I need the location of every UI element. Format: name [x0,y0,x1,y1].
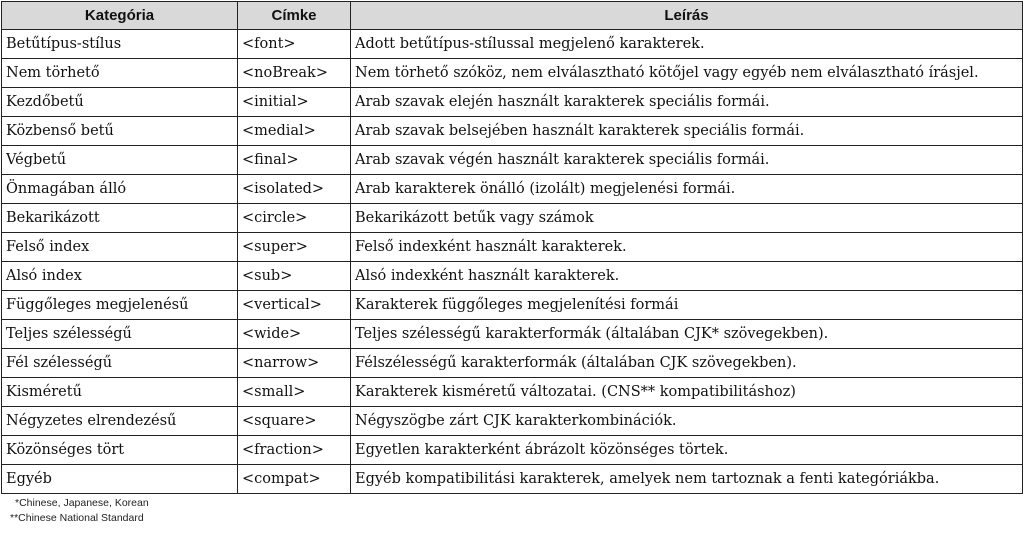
tag-cell: <narrow> [238,349,351,378]
decomposition-tag-table [1,1,1023,494]
table-row [2,349,1023,378]
tag-cell: <fraction> [238,436,351,465]
table-row [2,436,1023,465]
category-cell: Végbetű [2,146,238,175]
tag-cell: <font> [238,30,351,59]
description-cell: Arab szavak elején használt karakterek speciális formái. [351,88,1023,117]
description-cell: Négyszögbe zárt CJK karakterkombinációk. [351,407,1023,436]
category-cell: Felső index [2,233,238,262]
column-header-description: Leírás [351,2,1023,30]
tag-cell: <square> [238,407,351,436]
table-row [2,59,1023,88]
footnote-cns: **Chinese National Standard [10,512,144,524]
description-cell: Adott betűtípus-stílussal megjelenő karakterek. [351,30,1023,59]
category-cell: Nem törhető [2,59,238,88]
description-cell: Arab karakterek önálló (izolált) megjelenési formái. [351,175,1023,204]
tag-cell: <noBreak> [238,59,351,88]
description-cell: Arab szavak belsejében használt karakterek speciális formái. [351,117,1023,146]
column-header-category: Kategória [2,2,238,30]
description-cell: Alsó indexként használt karakterek. [351,262,1023,291]
table-row [2,117,1023,146]
tag-cell: <sub> [238,262,351,291]
table-row [2,262,1023,291]
category-cell: Közönséges tört [2,436,238,465]
description-cell: Teljes szélességű karakterformák (általában CJK* szövegekben). [351,320,1023,349]
tag-cell: <small> [238,378,351,407]
category-cell: Közbenső betű [2,117,238,146]
tag-cell: <final> [238,146,351,175]
footnotes [10,496,149,526]
footnote-cjk: *Chinese, Japanese, Korean [15,497,149,509]
tag-cell: <medial> [238,117,351,146]
description-cell: Karakterek függőleges megjelenítési formái [351,291,1023,320]
table-row [2,146,1023,175]
description-cell: Nem törhető szóköz, nem elválasztható kötőjel vagy egyéb nem elválasztható írásjel. [351,59,1023,88]
tag-cell: <vertical> [238,291,351,320]
header-row [2,2,1023,30]
tag-cell: <compat> [238,465,351,494]
category-cell: Kisméretű [2,378,238,407]
table-row [2,407,1023,436]
table-row [2,88,1023,117]
description-cell: Egyéb kompatibilitási karakterek, amelyek nem tartoznak a fenti kategóriákba. [351,465,1023,494]
description-cell: Felső indexként használt karakterek. [351,233,1023,262]
category-cell: Négyzetes elrendezésű [2,407,238,436]
category-cell: Teljes szélességű [2,320,238,349]
table-row [2,204,1023,233]
category-cell: Alsó index [2,262,238,291]
category-cell: Kezdőbetű [2,88,238,117]
category-cell: Betűtípus-stílus [2,30,238,59]
table-row [2,175,1023,204]
table-row [2,291,1023,320]
table-row [2,465,1023,494]
description-cell: Egyetlen karakterként ábrázolt közönséges törtek. [351,436,1023,465]
tag-cell: <initial> [238,88,351,117]
table-row [2,30,1023,59]
tag-cell: <wide> [238,320,351,349]
tag-cell: <isolated> [238,175,351,204]
description-cell: Arab szavak végén használt karakterek speciális formái. [351,146,1023,175]
table-row [2,378,1023,407]
column-header-tag: Címke [238,2,351,30]
tag-cell: <super> [238,233,351,262]
description-cell: Karakterek kisméretű változatai. (CNS** kompatibilitáshoz) [351,378,1023,407]
tag-cell: <circle> [238,204,351,233]
table-row [2,320,1023,349]
table-row [2,233,1023,262]
description-cell: Bekarikázott betűk vagy számok [351,204,1023,233]
category-cell: Önmagában álló [2,175,238,204]
description-cell: Félszélességű karakterformák (általában CJK szövegekben). [351,349,1023,378]
category-cell: Egyéb [2,465,238,494]
category-cell: Fél szélességű [2,349,238,378]
category-cell: Bekarikázott [2,204,238,233]
category-cell: Függőleges megjelenésű [2,291,238,320]
